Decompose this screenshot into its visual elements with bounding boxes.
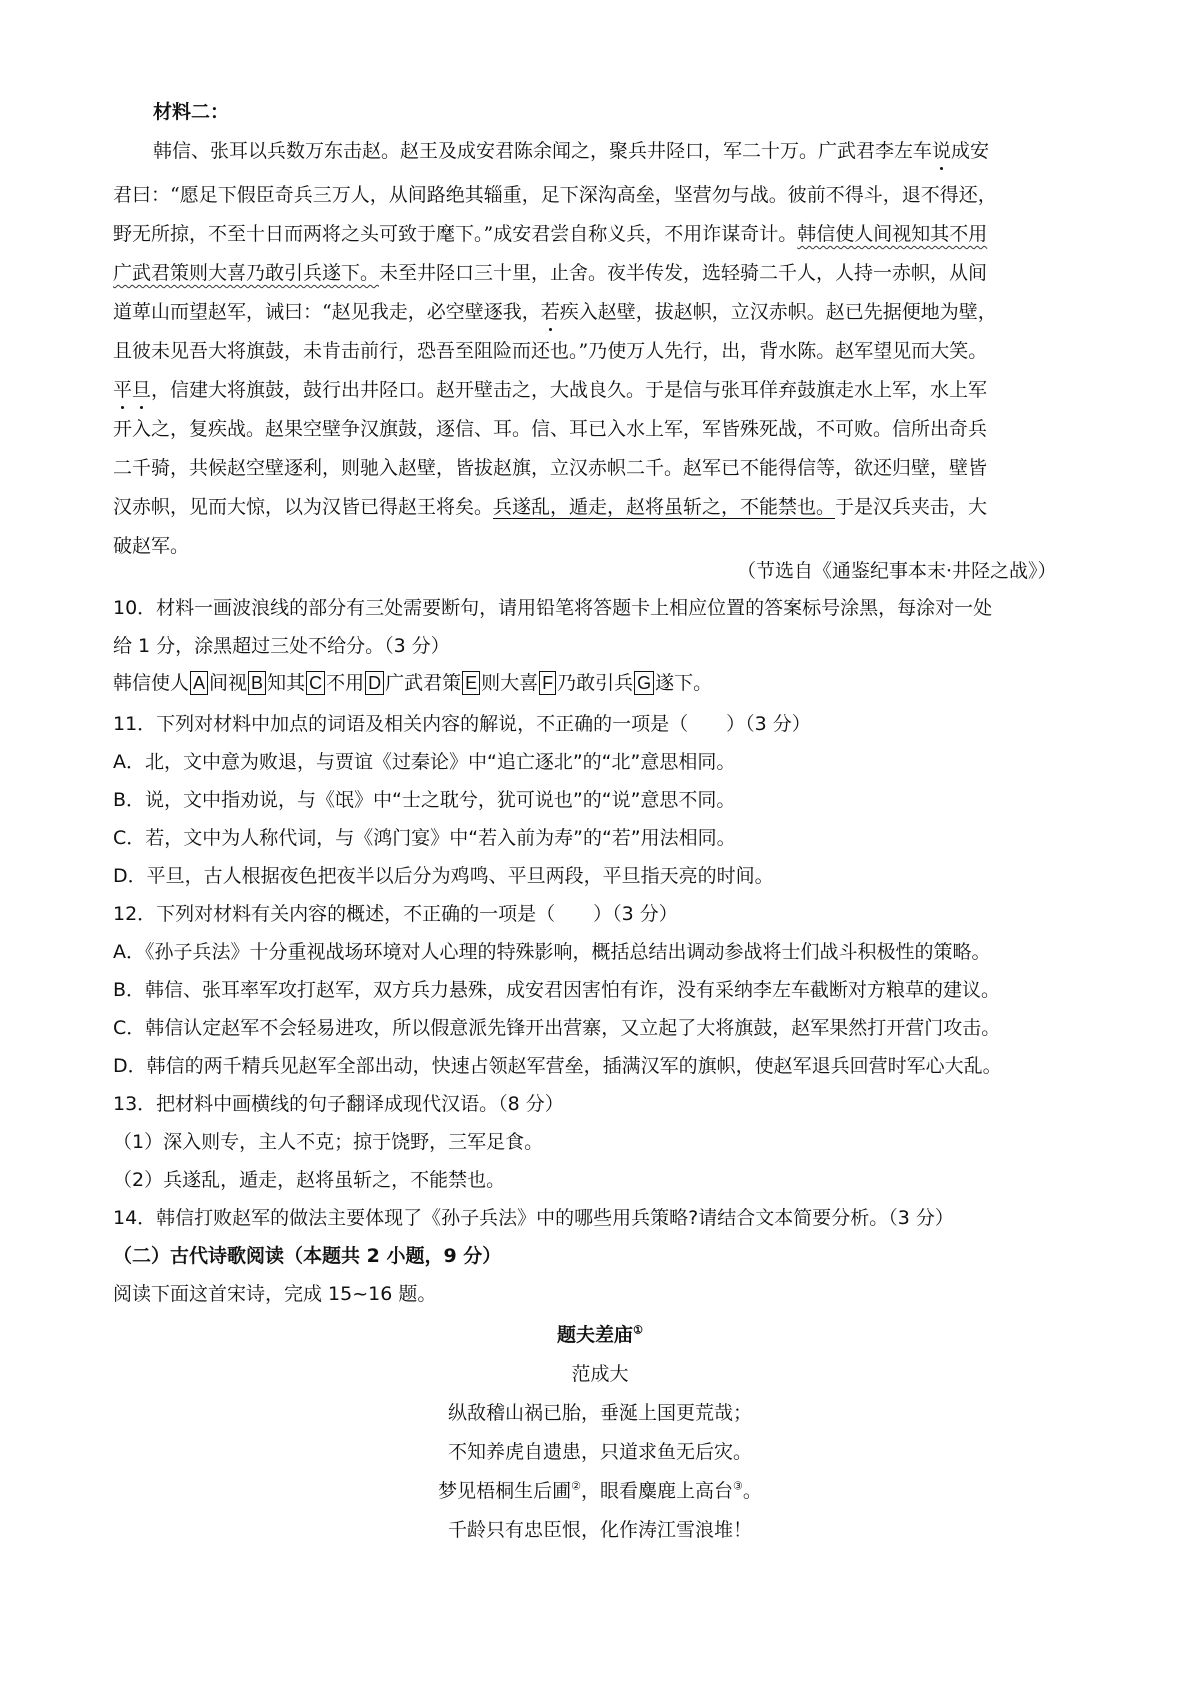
passage-text: 韩信、张耳以兵数万东击赵。赵王及成安君陈余闻之，聚兵井陉口，军二十万。广武君李左车 [153, 140, 933, 162]
passage-line [113, 453, 987, 480]
passage-line [113, 414, 987, 441]
poem-line-4: 千龄只有忠臣恨，化作涛江雪浪堆！ [447, 1519, 752, 1541]
answer-option-box[interactable]: G [634, 671, 654, 695]
poem-line-3-part2: ，眼看麋鹿上高台 [580, 1480, 733, 1502]
q11-option-c: C．若，文中为人称代词，与《鸿门宴》中“若入前为寿”的“若”用法相同。 [113, 827, 736, 849]
q10-sentence [113, 668, 712, 695]
q11-option-d: D．平旦，古人根据夜色把夜半以后分为鸡鸣、平旦两段，平旦指天亮的时间。 [113, 865, 774, 887]
passage-line [113, 492, 987, 519]
answer-option-box[interactable]: D [365, 671, 384, 695]
answer-option-box[interactable]: C [306, 671, 325, 695]
poem-title [0, 1320, 1200, 1347]
sentence-fragment: 则大喜 [481, 672, 539, 694]
passage-line [113, 258, 987, 285]
sentence-fragment: 韩信使人 [113, 672, 190, 694]
passage-line [113, 336, 987, 363]
passage-line [113, 531, 189, 558]
poem-line-3-part1: 梦见梧桐生后圃 [438, 1480, 572, 1502]
wavy-underlined-text: 广武君策则大喜乃敢引兵遂下。 [113, 262, 380, 284]
section-intro: 阅读下面这首宋诗，完成 15~16 题。 [113, 1283, 437, 1305]
passage-text: 于是汉兵夹击，大 [835, 496, 988, 518]
underlined-text: 兵遂乱，遁走，赵将虽斩之，不能禁也。 [493, 496, 836, 518]
poem-title-note: ① [633, 1323, 643, 1337]
passage-text: ，信建大将旗鼓，鼓行出井陉口。赵开壁击之，大战良久。于是信与张耳佯弃鼓旗走水上军，水上军 [151, 379, 988, 401]
passage-text: 成安 [951, 140, 990, 162]
poem-author: 范成大 [571, 1363, 629, 1385]
q13-item-1: （1）深入则专，主人不克；掠于饶野，三军足食。 [113, 1131, 544, 1153]
poem-title-text: 题夫差庙 [557, 1324, 634, 1346]
passage-text: 汉赤帜，见而大惊，以为汉皆已得赵王将矣。 [113, 496, 494, 518]
passage-line [153, 136, 989, 163]
passage-text: 破赵军。 [113, 535, 190, 557]
dotted-word: 说 [932, 136, 951, 163]
poem-note-3: ③ [733, 1479, 743, 1493]
dotted-word: 若 [541, 297, 560, 324]
q12-option-b: B．韩信、张耳率军攻打赵军，双方兵力悬殊，成安君因害怕有诈，没有采纳李左车截断对方粮草的建议。 [113, 979, 1001, 1001]
passage-text: 道萆山而望赵军，诫曰：“赵见我走，必空壁逐我， [113, 301, 541, 323]
passage-text: 疾入赵壁，拔赵帜，立汉赤帜。赵已先据便地为壁， [559, 301, 997, 323]
poem-line-1: 纵敌稽山祸已胎，垂涎上国更荒哉； [447, 1402, 752, 1424]
answer-option-box[interactable]: F [539, 671, 556, 695]
passage-text: 且彼未见吾大将旗鼓，未肯击前行，恐吾至阻险而还也。”乃使万人先行，出，背水陈。赵军望见而大笑。 [113, 340, 988, 362]
q12-stem: 12．下列对材料有关内容的概述，不正确的一项是（ ）（3 分） [113, 903, 678, 925]
q12-option-c: C．韩信认定赵军不会轻易进攻，所以假意派先锋开出营寨，又立起了大将旗鼓，赵军果然打开营门攻击。 [113, 1017, 1001, 1039]
sentence-fragment: 知其 [267, 672, 306, 694]
passage-text: 君曰：“愿足下假臣奇兵三万人，从间路绝其辎重，足下深沟高垒，坚营勿与战。彼前不得斗，退不得还， [113, 184, 997, 206]
dotted-word: 平 [113, 375, 132, 402]
q14-stem: 14．韩信打败赵军的做法主要体现了《孙子兵法》中的哪些用兵策略?请结合文本简要分析。（3 分） [113, 1207, 954, 1229]
q11-option-b: B．说，文中指劝说，与《氓》中“士之耽兮，犹可说也”的“说”意思不同。 [113, 789, 736, 811]
passage-text: 开入之，复疾战。赵果空壁争汉旗鼓，逐信、耳。信、耳已入水上军，军皆殊死战，不可败。信所出奇兵 [113, 418, 988, 440]
q13-stem: 13．把材料中画横线的句子翻译成现代汉语。（8 分） [113, 1093, 564, 1115]
answer-option-box[interactable]: E [462, 671, 480, 695]
q11-stem: 11．下列对材料中加点的词语及相关内容的解说，不正确的一项是（ ）（3 分） [113, 713, 811, 735]
answer-option-box[interactable]: B [248, 671, 266, 695]
q13-item-2: （2）兵遂乱，遁走，赵将虽斩之，不能禁也。 [113, 1169, 506, 1191]
q10-stem-line1: 10．材料一画波浪线的部分有三处需要断句，请用铅笔将答题卡上相应位置的答案标号涂黑，每涂对一处 [113, 597, 993, 619]
poem-note-2: ② [571, 1479, 581, 1493]
passage-text: 未至井陉口三十里，止舍。夜半传发，选轻骑二千人，人持一赤帜，从间 [379, 262, 988, 284]
sentence-fragment: 乃敢引兵 [557, 672, 634, 694]
wavy-underlined-text: 韩信使人间视知其不用 [797, 223, 988, 245]
poem-line-2: 不知养虎自遗患，只道求鱼无后灾。 [447, 1441, 752, 1463]
dotted-word: 旦 [132, 375, 151, 402]
sentence-fragment: 广武君策 [385, 672, 462, 694]
material-source: （节选自《通鉴纪事本末·井陉之战》） [737, 560, 1057, 582]
passage-line [113, 375, 987, 402]
q12-option-d: D．韩信的两千精兵见赵军全部出动，快速占领赵军营垒，插满汉军的旗帜，使赵军退兵回营时军心大乱。 [113, 1055, 1002, 1077]
material-heading: 材料二： [153, 101, 230, 123]
passage-line [113, 180, 997, 207]
poem-line-3 [0, 1476, 1200, 1503]
passage-line [113, 219, 987, 246]
section-title: （二）古代诗歌阅读（本题共 2 小题，9 分） [113, 1245, 502, 1267]
passage-text: 二千骑，共候赵空壁逐利，则驰入赵壁，皆拔赵旗，立汉赤帜二千。赵军已不能得信等，欲还归壁，壁皆 [113, 457, 988, 479]
answer-option-box[interactable]: A [190, 671, 208, 695]
poem-line-3-part3: 。 [742, 1480, 762, 1502]
q11-option-a: A．北，文中意为败退，与贾谊《过秦论》中“追亡逐北”的“北”意思相同。 [113, 751, 736, 773]
sentence-fragment: 遂下。 [655, 672, 713, 694]
sentence-fragment: 间视 [209, 672, 248, 694]
q10-stem-line2: 给 1 分，涂黑超过三处不给分。（3 分） [113, 635, 450, 657]
sentence-fragment: 不用 [326, 672, 365, 694]
passage-line [113, 297, 997, 324]
q12-option-a: A．《孙子兵法》十分重视战场环境对人心理的特殊影响，概括总结出调动参战将士们战斗积极性的策略。 [113, 941, 991, 963]
passage-text: 野无所掠，不至十日而两将之头可致于麾下。”成安君尝自称义兵，不用诈谋奇计。 [113, 223, 798, 245]
